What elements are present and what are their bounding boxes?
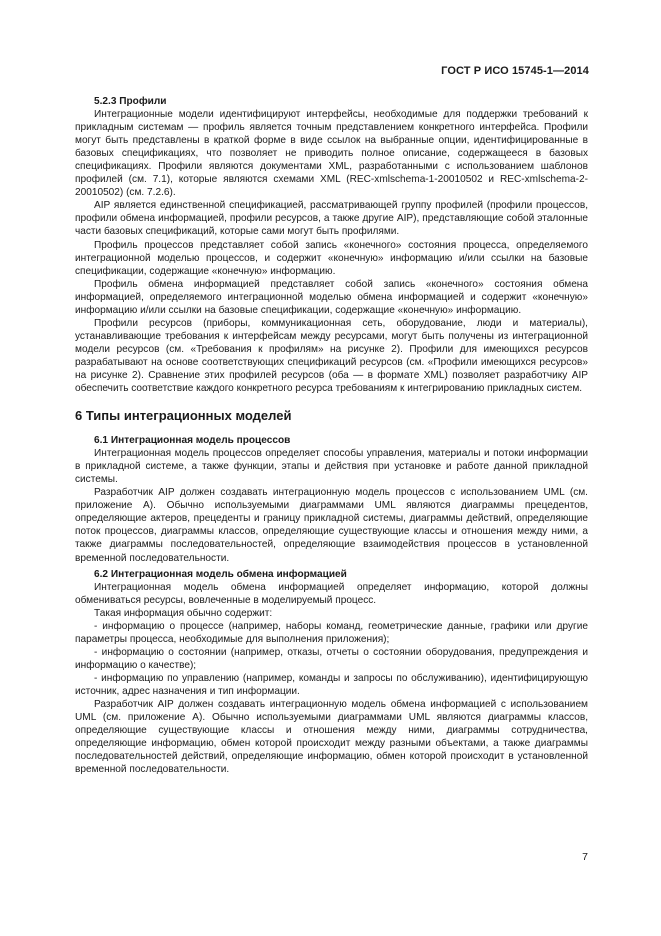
paragraph: Интеграционная модель процессов определяет способы управления, материалы и потоки информации в прикладной системе, а также функции, этапы и действия при установке и работе данной прикладной системы. [75,448,588,486]
paragraph: Профиль процессов представляет собой запись «конечного» состояния процесса, определяемого интеграционной моделью процессов, и содержит «конечную» информацию и/или ссылки на базовые спецификации, содержащие «конечную» информацию. [75,239,588,277]
list-item: - информацию о процессе (например, наборы команд, геометрические данные, графики или другие параметры процесса, необходимые для выполнения приложения); [75,620,588,645]
page-number: 7 [582,851,588,863]
paragraph: Интеграционные модели идентифицируют интерфейсы, необходимые для поддержки требований к прикладным системам — профиль является точным представлением конкретного интерфейса. Профили могут быть представлены в краткой форме в виде ссылок на выбранные опции, идентифицированные в базовых спецификациях, что позволяет не приводить полное описание, содержащееся в базовых спецификациях. Профили являются документами XML, разработанными с использованием шаблонов профилей (см. 7.1), которые являются схемами XML (REC-xmlschema-1-20010502 и REC-xmlschema-2-20010502) (см. 7.2.6). [75,109,588,199]
paragraph: Разработчик AIP должен создавать интеграционную модель процессов с использованием UML (см. приложение А). Обычно используемыми диаграммами UML являются диаграммы прецедентов, определяющие актеров, прецеденты и границу прикладной системы, диаграммы действий, определяющие поток процессов, диаграммы классов, определяющие существующие классы и отношения между ними, а также диаграммы последовательностей, определяющие взаимодействия процессов в установленной временной последовательности. [75,487,588,564]
section-6-heading: 6 Типы интеграционных моделей [75,408,292,424]
paragraph: Интеграционная модель обмена информацией определяет информацию, которой должны обмениваться ресурсы, вовлеченные в моделируемый процесс. [75,581,588,606]
document-body [75,95,588,776]
list-item: - информацию по управлению (например, команды и запросы по обслуживанию), идентифицирующую источник, адрес назначения и тип информации. [75,672,588,697]
section-5-2-3-heading: 5.2.3 Профили [94,96,167,107]
section-6-1-heading: 6.1 Интеграционная модель процессов [94,435,291,447]
paragraph: AIP является единственной спецификацией, рассматривающей группу профилей (профили процессов, профили обмена информацией, профили ресурсов, а также другие AIP), представляющие собой эталонные части базовых спецификаций, которые сами могут быть профилями. [75,200,588,238]
paragraph: Разработчик AIP должен создавать интеграционную модель обмена информацией с использованием UML (см. приложение А). Обычно используемыми диаграммами UML являются диаграммы классов, определяющие существующие классы и отношения между ними, диаграммы сотрудничества, определяющие информацию, обмен которой происходит между разными объектами, а также диаграммы последовательностей действий, определяющие информацию, обмен которой происходит в установленной временной последовательности. [75,699,588,776]
paragraph: Профиль обмена информацией представляет собой запись «конечного» состояния обмена информацией, определяемого интеграционной моделью обмена информацией и содержит «конечную» информацию и/или ссылки на базовые спецификации, содержащие «конечную» информацию. [75,278,588,316]
paragraph: Профили ресурсов (приборы, коммуникационная сеть, оборудование, люди и материалы), устанавливающие требования к интерфейсам между ресурсами, могут быть получены из интеграционной модели ресурсов (см. «Требования к профилям» на рисунке 2). Профили для имеющихся ресурсов разрабатывают на основе соответствующих спецификаций ресурсов (см. «Профили имеющихся ресурсов» на рисунке 2). Сравнение этих профилей ресурсов (оба — в формате XML) позволяет разработчику AIP обеспечить соответствие каждого конкретного ресурса требованиям к интегрированию прикладных систем. [75,317,588,395]
list-item: - информацию о состоянии (например, отказы, отчеты о состоянии оборудования, предупреждения и информацию о качестве); [75,646,588,671]
section-6-2-heading: 6.2 Интеграционная модель обмена информацией [94,568,347,580]
paragraph: Такая информация обычно содержит: [94,607,273,619]
document-header: ГОСТ Р ИСО 15745-1—2014 [441,65,589,77]
